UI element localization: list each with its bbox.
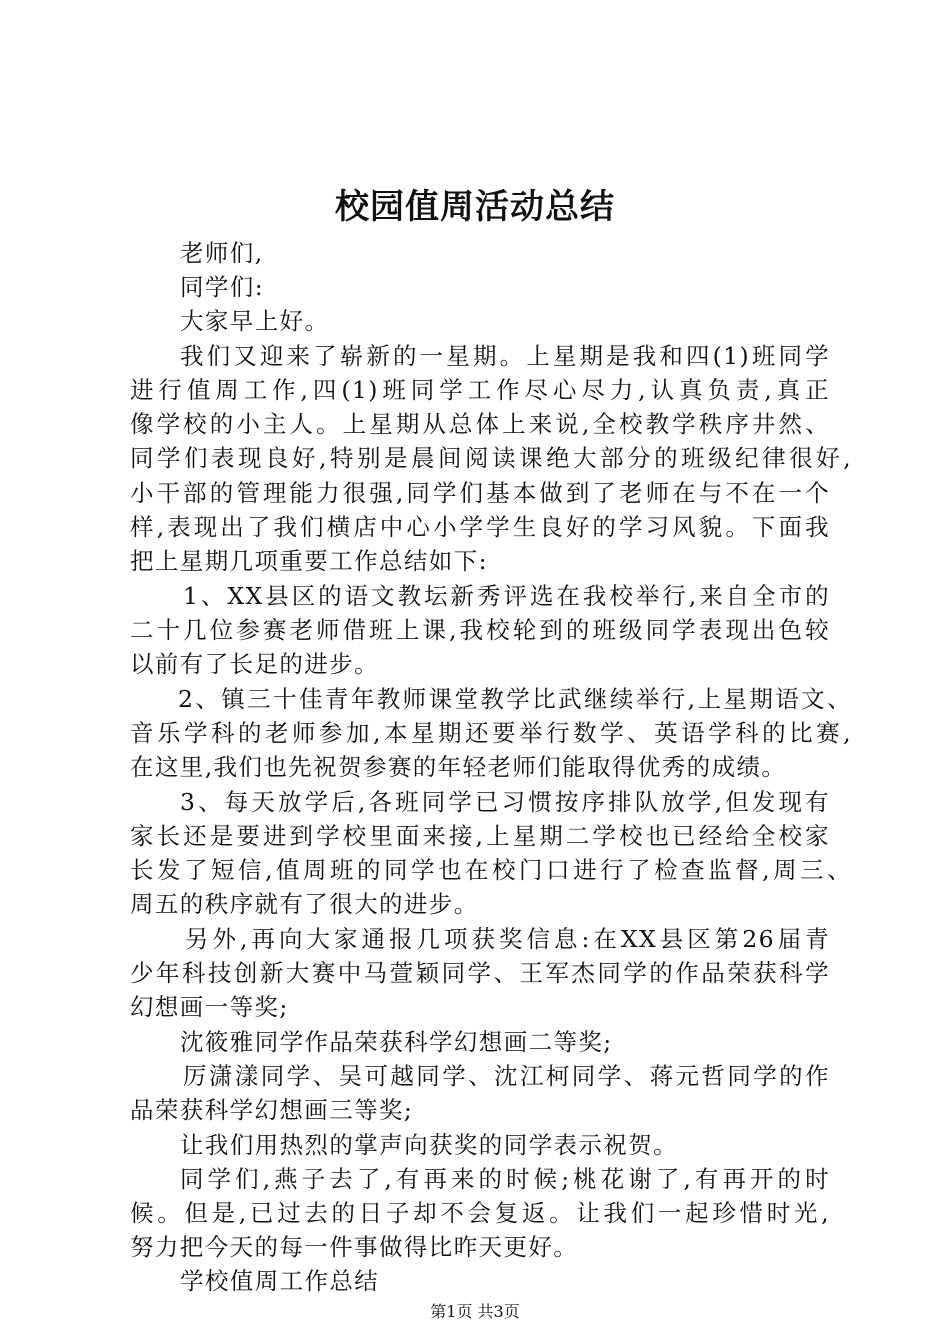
paragraph-line: 在这里,我们也先祝贺参赛的年轻老师们能取得优秀的成绩。 <box>130 753 787 781</box>
paragraph-line: 让我们用热烈的掌声向获奖的同学表示祝贺。 <box>180 1131 678 1159</box>
paragraph-line: 老师们, <box>180 239 264 267</box>
paragraph-line: 进行值周工作,四(1)班同学工作尽心尽力,认真负责,真正 <box>130 376 830 404</box>
paragraph-line: 样,表现出了我们横店中心小学学生良好的学习风貌。下面我 <box>130 513 830 541</box>
paragraph-line: 小干部的管理能力很强,同学们基本做到了老师在与不在一个 <box>130 479 830 507</box>
paragraph-line: 另外,再向大家通报几项获奖信息:在XX县区第26届青 <box>185 925 830 953</box>
paragraph-line: 把上星期几项重要工作总结如下: <box>130 547 488 575</box>
paragraph-line: 1、XX县区的语文教坛新秀评选在我校举行,来自全市的 <box>183 582 830 610</box>
paragraph-line: 像学校的小主人。上星期从总体上来说,全校教学秩序井然、 <box>130 410 830 438</box>
paragraph-line: 同学们,燕子去了,有再来的时候;桃花谢了,有再开的时 <box>180 1165 830 1193</box>
paragraph-line: 少年科技创新大赛中马萱颖同学、王军杰同学的作品荣获科学 <box>130 959 830 987</box>
paragraph-line: 家长还是要进到学校里面来接,上星期二学校也已经给全校家 <box>130 822 830 850</box>
page-footer: 第1页 共3页 <box>430 1302 520 1321</box>
paragraph-line: 沈筱雅同学作品荣获科学幻想画二等奖; <box>180 1028 613 1056</box>
paragraph-line: 学校值周工作总结 <box>180 1267 380 1295</box>
document-title: 校园值周活动总结 <box>335 187 615 227</box>
paragraph-line: 同学们: <box>180 273 265 301</box>
paragraph-line: 厉潇漾同学、吴可越同学、沈江柯同学、蒋元哲同学的作 <box>183 1062 830 1090</box>
paragraph-line: 2、镇三十佳青年教师课堂教学比武继续举行,上星期语文、 <box>178 685 852 713</box>
paragraph-line: 3、每天放学后,各班同学已习惯按序排队放学,但发现有 <box>180 788 830 816</box>
paragraph-line: 以前有了长足的进步。 <box>130 650 379 678</box>
paragraph-line: 长发了短信,值周班的同学也在校门口进行了检查监督,周三、 <box>130 856 852 884</box>
paragraph-line: 我们又迎来了崭新的一星期。上星期是我和四(1)班同学 <box>180 342 830 370</box>
paragraph-line: 周五的秩序就有了很大的进步。 <box>130 890 479 918</box>
paragraph-line: 努力把今天的每一件事做得比昨天更好。 <box>130 1233 579 1261</box>
paragraph-line: 大家早上好。 <box>180 307 330 335</box>
paragraph-line: 同学们表现良好,特别是晨间阅读课绝大部分的班级纪律很好, <box>130 444 852 472</box>
paragraph-line: 幻想画一等奖; <box>130 993 289 1021</box>
paragraph-line: 候。但是,已过去的日子却不会复返。让我们一起珍惜时光, <box>130 1199 830 1227</box>
paragraph-line: 品荣获科学幻想画三等奖; <box>130 1096 414 1124</box>
paragraph-line: 音乐学科的老师参加,本星期还要举行数学、英语学科的比赛, <box>130 719 852 747</box>
paragraph-line: 二十几位参赛老师借班上课,我校轮到的班级同学表现出色较 <box>130 616 830 644</box>
